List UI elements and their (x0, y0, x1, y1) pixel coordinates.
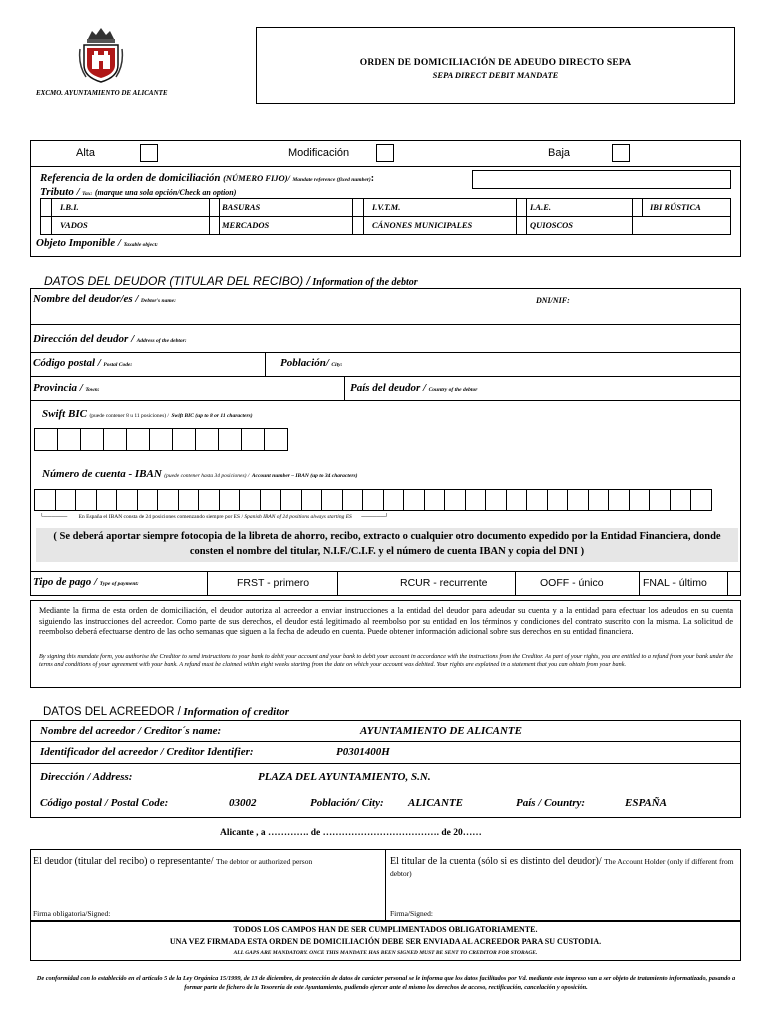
iban-input[interactable] (34, 489, 711, 511)
swift-bic-input[interactable] (34, 428, 287, 451)
iban-note: └────── En España el IBAN consta de 24 posiciones comenzando siempre por ES / Spanish IBAN of 24 positions always starting ES ──────┘ (40, 514, 389, 520)
iban-label: Número de cuenta - IBAN (puede contener hasta 34 posiciones) / Account number – IBAN (up to 34 characters) (42, 468, 358, 480)
mandate-reference-input[interactable] (472, 170, 731, 189)
creditor-address-value: PLAZA DEL AYUNTAMIENTO, S.N. (258, 771, 431, 783)
creditor-section-title: DATOS DEL ACREEDOR / Information of creditor (43, 706, 290, 718)
legal-text-es: Mediante la firma de esta orden de domiciliación, el deudor autoriza al acreedor a enviar instrucciones a la entidad del deudor para adeudar su cuenta y a la entidad para efectuar los adeudos en su cuenta siguiendo las instrucciones del acreedor. Como parte de sus derechos, el deudor está legitimado al reembolso por su entidad en los términos y condiciones del contrato suscrito con la misma. La solicitud de reembolso deberá efectuarse dentro de las ocho semanas que siguen a la fecha de adeudo en cuenta. Puede obtener información adicional sobre sus derechos en su entidad financiera. (39, 606, 733, 636)
payment-type-label: Tipo de pago / Type of payment: (33, 576, 139, 588)
tax-option-ivtm[interactable]: I.V.T.M. (372, 202, 401, 212)
creditor-country-value: ESPAÑA (625, 797, 667, 809)
holder-signature-title: El titular de la cuenta (sólo si es distinto del deudor)/ The Account Holder (only if different from debtor) (390, 856, 734, 878)
payment-option-fnal[interactable]: FNAL - último (643, 577, 707, 589)
tax-option-vados[interactable]: VADOS (60, 220, 88, 230)
footer-send-line: UNA VEZ FIRMADA ESTA ORDEN DE DOMICILIACIÓN DEBE SER ENVIADA AL ACREEDOR PARA SU CUSTODIA. (169, 937, 602, 946)
privacy-notice: De conformidad con lo establecido en el artículo 5 de la Ley Orgánica 15/1999, de 13 de diciembre, de protección de datos de carácter personal se le informa que los datos facilitados por Vd. mediante este impreso van a ser objeto de tratamiento informatizado, pasando a formar parte de fichero de la Tesorería de este Ayuntamiento, pudiendo ejercer ante el mismo los derechos de acceso, rectificación, cancelación y oposición. (36, 975, 736, 991)
debtor-country-label[interactable]: País del deudor / Country of the debtor (350, 382, 478, 394)
payment-option-ooff[interactable]: OOFF - único (540, 577, 604, 589)
alta-label: Alta (76, 147, 95, 159)
signature-date-line[interactable]: Alicante , a …………. de ………………………………. de 20…… (220, 828, 482, 838)
form-subtitle: SEPA DIRECT DEBIT MANDATE (432, 70, 559, 80)
legal-text-en: By signing this mandate form, you authorise the Creditor to send instructions to your bank to debit your account and your bank to debit your account in accordance with the instructions from the Creditor. As part of your rights, you are entitled to a refund from your bank under the terms and conditions of your agreement with your bank. A refund must be claimed within eight weeks starting from the date on which your account was debited. Your rights are explained in a statement that you can obtain from your bank. (39, 653, 733, 669)
entity-name: EXCMO. AYUNTAMIENTO DE ALICANTE (36, 89, 168, 97)
postal-code-label[interactable]: Código postal / Postal Code: (33, 357, 133, 369)
modificacion-checkbox[interactable] (376, 144, 394, 162)
tax-option-ibi-rustica[interactable]: IBI RÚSTICA (650, 202, 701, 212)
payment-option-rcur[interactable]: RCUR - recurrente (400, 577, 488, 589)
documentation-notice: ( Se deberá aportar siempre fotocopia de la libreta de ahorro, recibo, extracto o cualquier otro documento expedido por la Entidad Financiera, donde consten el nombre del titular, N.I.F./C.I.F. y el número de cuenta IBAN y copia del DNI ) (36, 528, 738, 562)
dni-label[interactable]: DNI/NIF: (536, 296, 570, 305)
creditor-name-label: Nombre del acreedor / Creditor´s name: (40, 725, 222, 737)
baja-label: Baja (548, 147, 571, 159)
creditor-postal-value: 03002 (229, 797, 257, 809)
debtor-section-title: DATOS DEL DEUDOR (TITULAR DEL RECIBO) / Information of the debtor (44, 274, 418, 288)
debtor-signature-field[interactable]: Firma obligatoria/Signed: (33, 909, 111, 918)
province-label[interactable]: Provincia / Town: (33, 382, 100, 394)
tributo-label: Tributo / Tax: (marque una sola opción/Check an option) (40, 186, 237, 198)
baja-checkbox[interactable] (612, 144, 630, 162)
tax-option-canones[interactable]: CÁNONES MUNICIPALES (372, 220, 473, 230)
creditor-city-value: ALICANTE (408, 797, 464, 809)
tax-option-mercados[interactable]: MERCADOS (222, 220, 270, 230)
creditor-id-label: Identificador del acreedor / Creditor Identifier: (40, 746, 254, 758)
creditor-address-label: Dirección / Address: (40, 771, 133, 783)
debtor-signature-title: El deudor (titular del recibo) o representante/ The debtor or authorized person (33, 856, 313, 867)
debtor-address-label[interactable]: Dirección del deudor / Address of the debtor: (33, 333, 187, 345)
holder-signature-field[interactable]: Firma/Signed: (390, 909, 433, 918)
payment-option-frst[interactable]: FRST - primero (237, 577, 310, 589)
tax-option-quioscos[interactable]: QUIOSCOS (530, 220, 573, 230)
modificacion-label: Modificación (288, 147, 350, 159)
creditor-postal-label: Código postal / Postal Code: (40, 797, 169, 809)
city-coat-of-arms-logo (78, 25, 124, 85)
creditor-country-label: País / Country: (516, 797, 586, 809)
tax-option-iae[interactable]: I.A.E. (530, 202, 552, 212)
taxable-object-label: Objeto Imponible / Taxable object: (36, 237, 158, 249)
tax-option-basuras[interactable]: BASURAS (222, 202, 261, 212)
footer-english-line: ALL GAPS ARE MANDATORY. ONCE THIS MANDATE HAS BEEN SIGNED MUST BE SENT TO CREDITOR FOR STORAGE. (233, 950, 538, 956)
form-title: ORDEN DE DOMICILIACIÓN DE ADEUDO DIRECTO SEPA (359, 58, 632, 68)
city-label[interactable]: Población/ City: (280, 357, 343, 369)
alta-checkbox[interactable] (140, 144, 158, 162)
tax-option-ibi[interactable]: I.B.I. (60, 202, 79, 212)
creditor-city-label: Población/ City: (310, 797, 384, 809)
swift-bic-label: Swift BIC (puede contener 8 u 11 posiciones) / Swift BIC (up to 8 or 11 characters) (42, 408, 253, 420)
creditor-id-value: P0301400H (336, 746, 390, 758)
mandate-reference-label: Referencia de la orden de domiciliación (NÚMERO FIJO)/ Mandate reference (fixed number): (40, 172, 375, 184)
footer-mandatory-line: TODOS LOS CAMPOS HAN DE SER CUMPLIMENTADOS OBLIGATORIAMENTE. (233, 925, 538, 934)
creditor-name-value: AYUNTAMIENTO DE ALICANTE (360, 725, 522, 737)
debtor-name-label[interactable]: Nombre del deudor/es / Debtor's name: (33, 293, 176, 305)
